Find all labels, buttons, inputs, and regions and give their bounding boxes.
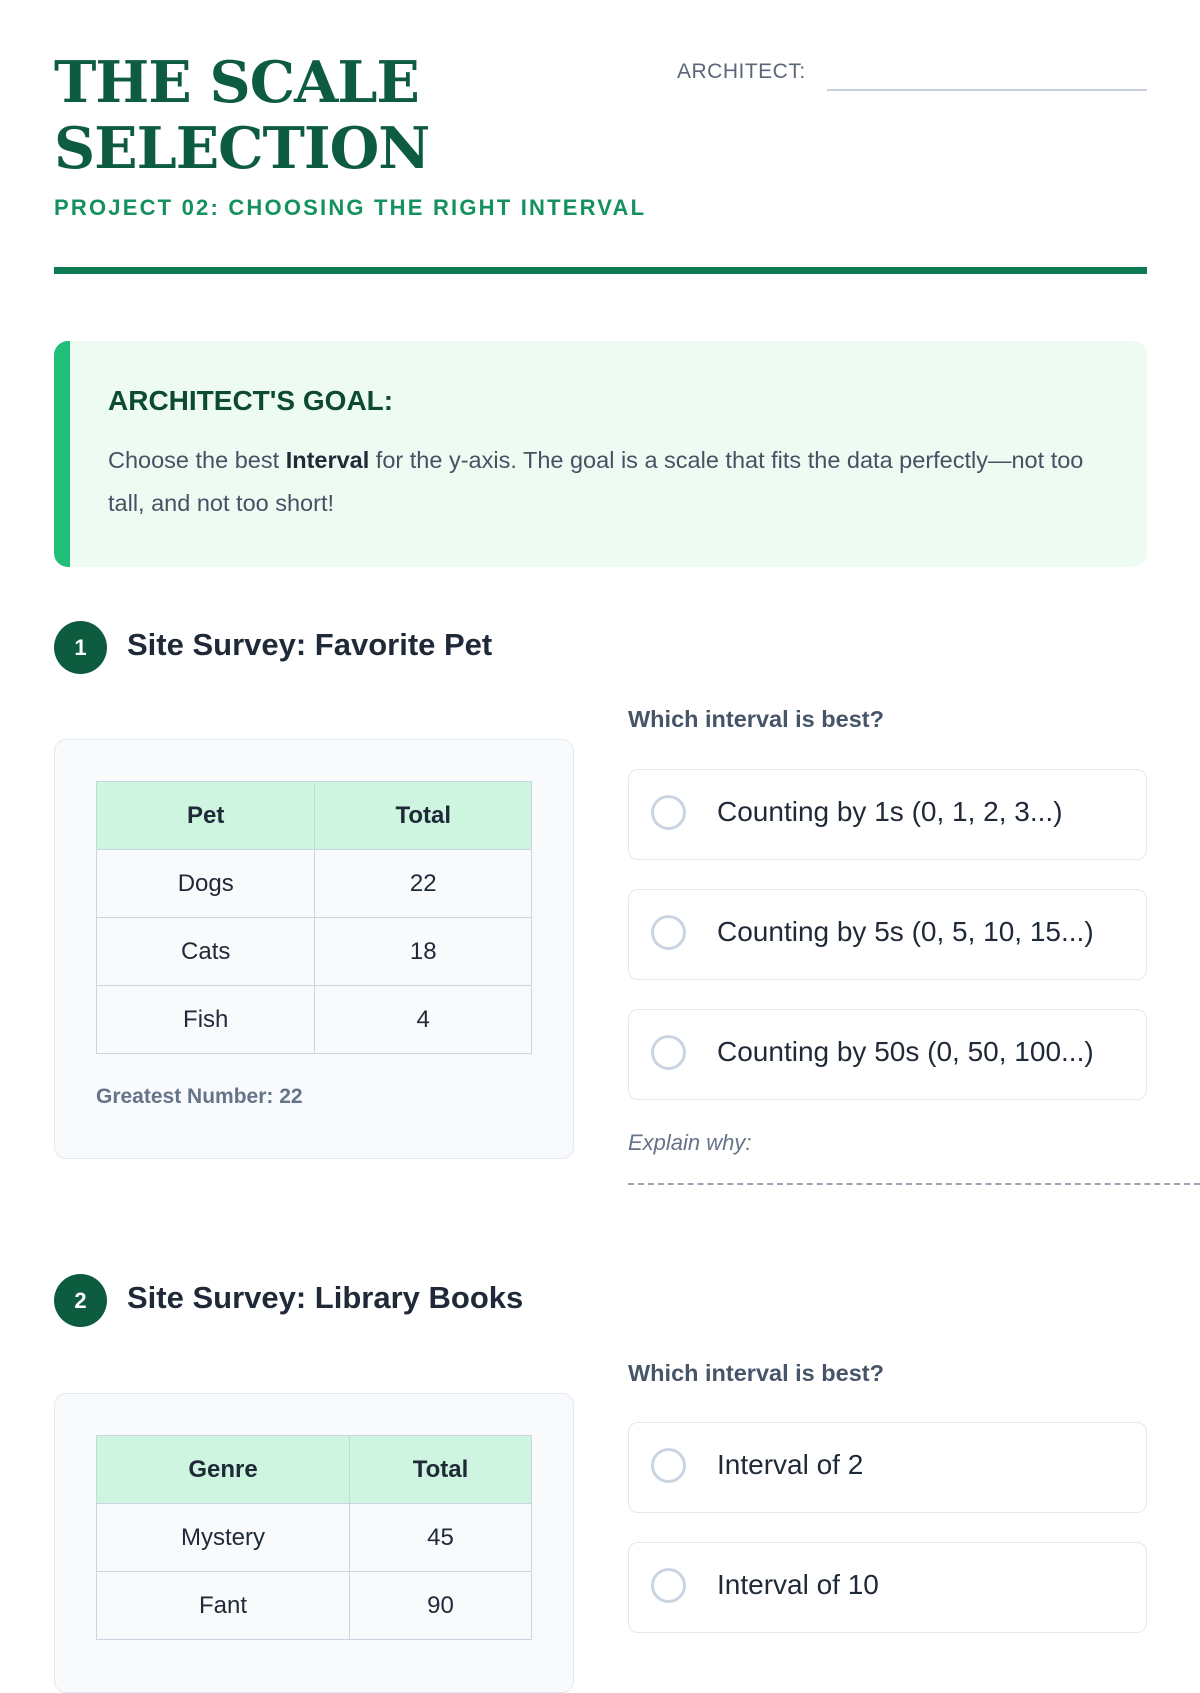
title-line-1: THE SCALE [54,49,419,116]
section-number-badge: 1 [54,621,107,674]
explain-answer-line[interactable] [628,1183,1200,1185]
architect-label: ARCHITECT: [677,60,806,83]
table-cell: Fish [97,986,315,1054]
table-cell: 4 [315,986,532,1054]
interval-option-1s[interactable] [628,769,1147,860]
column-header: Genre [97,1436,350,1504]
table-header-row [97,1436,532,1504]
column-header: Total [315,782,532,850]
interval-question: Which interval is best? [628,1360,884,1386]
interval-option-50s[interactable] [628,1009,1147,1100]
section-1-data-card [54,739,574,1159]
table-cell: 45 [350,1504,532,1572]
radio-button[interactable] [651,795,686,830]
column-header: Pet [97,782,315,850]
goal-text-start: Choose the best [108,447,286,473]
section-title: Site Survey: Library Books [127,1280,524,1315]
goal-text-bold: Interval [285,447,370,473]
radio-button[interactable] [651,1568,686,1603]
interval-option-10[interactable] [628,1542,1147,1633]
table-row [97,1504,532,1572]
table-cell: 90 [350,1572,532,1640]
architect-name-field[interactable] [827,89,1147,91]
section-title: Site Survey: Favorite Pet [127,627,493,662]
table-cell: Fant [97,1572,350,1640]
greatest-number-label: Greatest Number: 22 [96,1085,303,1108]
title-line-2: SELECTION [54,115,430,182]
radio-button[interactable] [651,1035,686,1070]
option-label: Counting by 1s (0, 1, 2, 3...) [717,796,1063,827]
option-label: Counting by 50s (0, 50, 100...) [717,1036,1094,1067]
interval-question: Which interval is best? [628,706,884,732]
table-row [97,1572,532,1640]
table-cell: Mystery [97,1504,350,1572]
section-number-badge: 2 [54,1274,107,1327]
project-subtitle: PROJECT 02: CHOOSING THE RIGHT INTERVAL [54,195,647,220]
worksheet-header [54,50,1147,274]
column-header: Total [350,1436,532,1504]
interval-option-5s[interactable] [628,889,1147,980]
table-cell: 22 [315,850,532,918]
goal-text [108,439,1108,525]
table-cell: Cats [97,918,315,986]
radio-button[interactable] [651,1448,686,1483]
header-divider [54,267,1147,274]
goal-title: ARCHITECT'S GOAL: [108,385,394,416]
table-row [97,986,532,1054]
goal-callout [54,341,1147,567]
radio-button[interactable] [651,915,686,950]
table-cell: Dogs [97,850,315,918]
option-label: Counting by 5s (0, 5, 10, 15...) [717,916,1094,947]
option-label: Interval of 2 [717,1449,864,1480]
explain-why-label: Explain why: [628,1130,752,1155]
option-label: Interval of 10 [717,1569,879,1600]
table-cell: 18 [315,918,532,986]
pet-data-table [96,781,532,1054]
table-row [97,918,532,986]
interval-option-2[interactable] [628,1422,1147,1513]
table-row [97,850,532,918]
goal-text-end: for the y-axis. The goal is a scale that fits the data perfectly—not too tall, and not too short! [108,447,1084,516]
table-header-row [97,782,532,850]
genre-data-table [96,1435,532,1640]
section-2-data-card [54,1393,574,1693]
